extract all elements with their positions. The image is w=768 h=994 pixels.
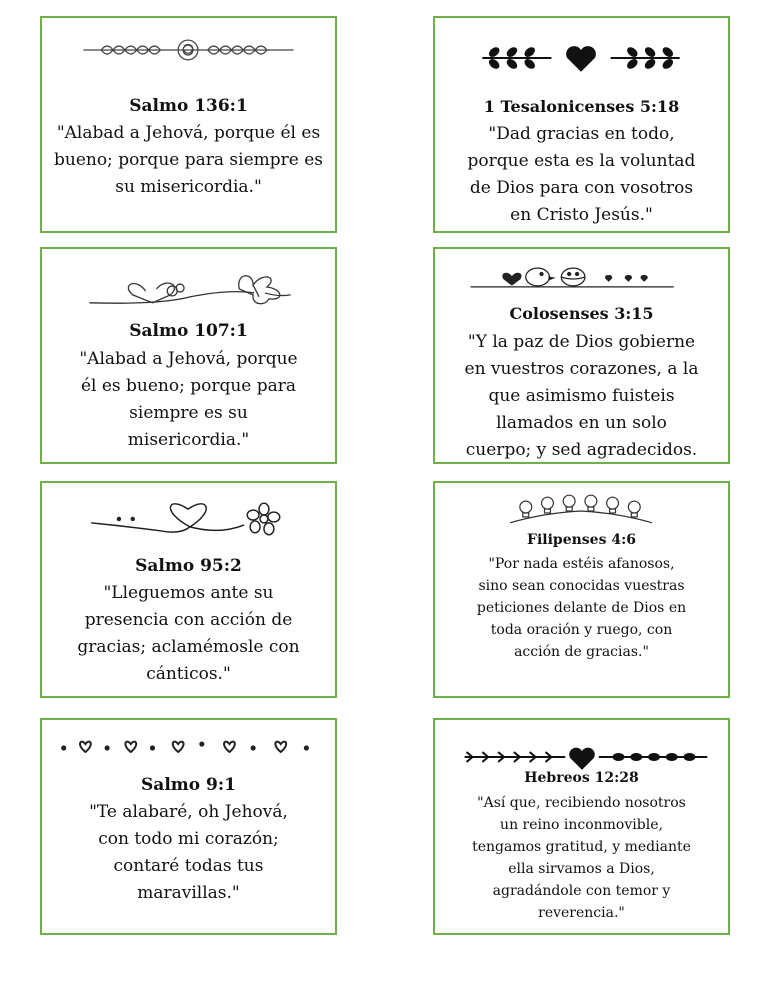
verse-text: "Alabad a Jehová, porque él es bueno; porque para siempre es su misericordia.": [79, 349, 298, 450]
verse-card-colosenses-3-15: [433, 247, 730, 464]
verse-card-filipenses-4-6: [433, 481, 730, 698]
verse-text: "Por nada estéis afanosos, sino sean conocidas vuestras peticiones delante de Dios en toda oración y ruego, con acción de gracias.": [476, 556, 687, 660]
floral-flourish-icon: [42, 32, 335, 68]
verse-reference: Salmo 9:1: [141, 775, 236, 795]
verse-reference: Hebreos 12:28: [524, 770, 639, 786]
verse-text: "Y la paz de Dios gobierne en vuestros corazones, a la que asimismo fuisteis llamados en un solo cuerpo; y sed agradecidos.: [464, 332, 699, 460]
verse-reference: 1 Tesalonicenses 5:18: [483, 97, 680, 116]
verse-reference: Salmo 107:1: [129, 321, 248, 341]
heart-butterfly-icon: [42, 267, 335, 309]
arrows-heart-icon: [435, 742, 728, 772]
verse-card-salmo-9-1: [40, 718, 337, 935]
lightbulb-garland-icon: [435, 491, 728, 529]
verse-text: "Lleguemos ante su presencia con acción de gracias; aclamémosle con cánticos.": [77, 583, 300, 684]
leaves-heart-icon: [435, 40, 728, 76]
verse-text: "Alabad a Jehová, porque él es bueno; porque para siempre es su misericordia.": [53, 123, 324, 197]
verse-card-1-tesalonicenses-5-18: [433, 16, 730, 233]
verse-card-salmo-95-2: [40, 481, 337, 698]
heart-flower-swirl-icon: [42, 497, 335, 537]
verse-text: "Te alabaré, oh Jehová, con todo mi corazón; contaré todas tus maravillas.": [89, 802, 288, 903]
verse-reference: Salmo 95:2: [135, 556, 242, 576]
verse-card-salmo-107-1: [40, 247, 337, 464]
verse-card-salmo-136-1: [40, 16, 337, 233]
verse-text: "Así que, recibiendo nosotros un reino inconmovible, tengamos gratitud, y mediante ella sirvamos a Dios, agradándole con temor y reverencia.": [472, 795, 691, 921]
verse-reference: Salmo 136:1: [129, 96, 248, 116]
verse-text: "Dad gracias en todo, porque esta es la voluntad de Dios para con vosotros en Cristo Jesús.": [467, 124, 696, 225]
dotted-hearts-icon: [42, 736, 335, 760]
verse-card-hebreos-12-28: [433, 718, 730, 935]
verse-reference: Filipenses 4:6: [527, 532, 636, 548]
verse-reference: Colosenses 3:15: [509, 304, 654, 323]
birds-hearts-icon: [435, 259, 728, 293]
